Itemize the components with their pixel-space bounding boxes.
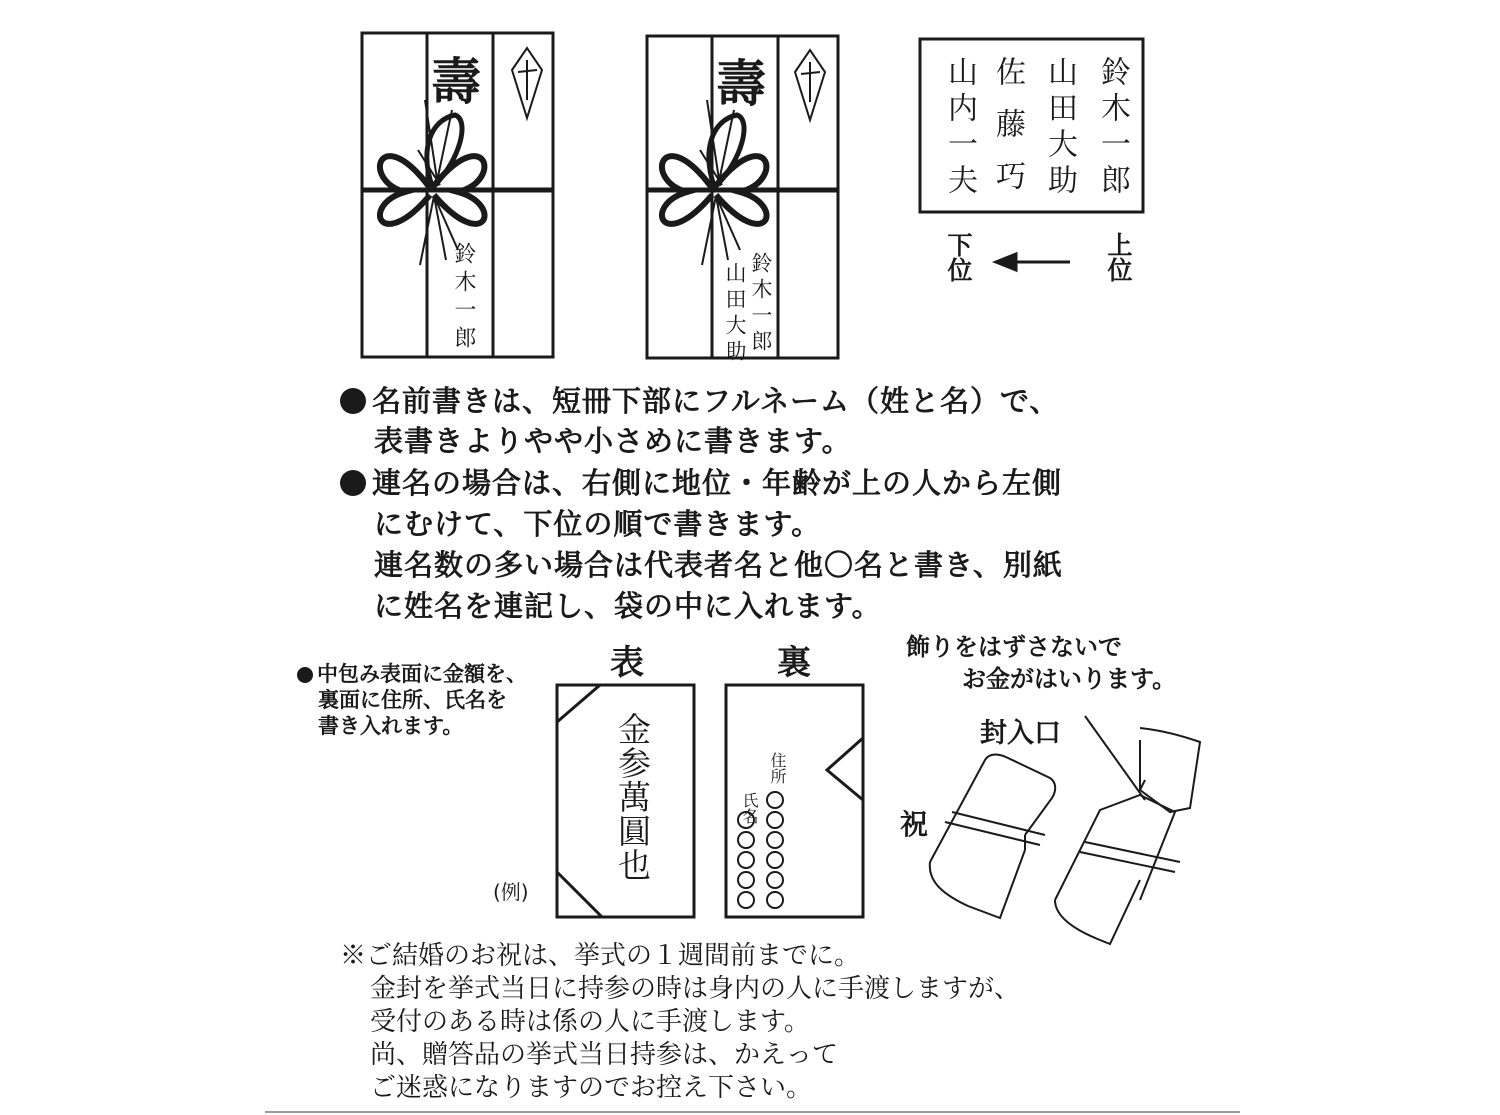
name-label: 氏名: [740, 792, 759, 824]
back-label: 裏: [777, 643, 811, 683]
instruction-1: 名前書きは、短冊下部にフルネーム（姓と名）で、: [340, 381, 1059, 421]
instruction-1-cont: 表書きよりやや小さめに書きます。: [374, 424, 852, 458]
order-name-3: 佐藤巧: [990, 56, 1025, 212]
bullet-icon: [297, 667, 313, 683]
inner-note: 中包み表面に金額を、 裏面に住所、氏名を 書き入れます。: [297, 661, 527, 739]
folded-envelope-left-drawing: [930, 755, 1055, 919]
instruction-2-cont-2: 連名数の多い場合は代表者名と他〇名と書き、別紙: [374, 548, 1063, 582]
bullet-icon: [340, 388, 366, 414]
envelope-single-title: 壽: [431, 52, 481, 111]
front-label: 表: [610, 643, 644, 683]
address-label: 住所: [768, 752, 787, 784]
address-circles: [767, 792, 783, 908]
insert-caption: 飾りをはずさないで お金がはいります。: [906, 633, 1177, 693]
envelope-joint-name-left: 山田大助: [723, 262, 747, 366]
instruction-2: 連名の場合は、右側に地位・年齢が上の人から左側: [340, 463, 1062, 503]
envelope-joint-title: 壽: [716, 54, 766, 113]
iwai-label: 祝: [900, 808, 929, 841]
footnote: ※ご結婚のお祝は、挙式の１週間前までに。 金封を挙式当日に持参の時は身内の人に手渡しますが、 受付のある時は係の人に手渡します。 尚、贈答品の挙式当日持参は、かえって ご迷惑になりますのでお控え下さい。: [340, 941, 1021, 1103]
upper-label: 上位: [1104, 232, 1133, 282]
order-name-4: 山内一夫: [942, 56, 977, 200]
name-circles: [738, 812, 754, 908]
envelope-single-name: 鈴木一郎: [451, 242, 476, 354]
lower-label: 下位: [944, 232, 973, 282]
opening-label: 封入口: [980, 718, 1061, 749]
folded-envelope-right-drawing: [1055, 716, 1200, 944]
order-name-2: 山田大助: [1042, 56, 1077, 200]
amount-text: 金参萬圓也: [613, 712, 652, 882]
bullet-icon: [340, 470, 366, 496]
envelope-joint-name-right: 鈴木一郎: [749, 252, 773, 356]
example-label: (例): [493, 880, 529, 904]
instruction-2-cont: にむけて、下位の順で書きます。: [374, 507, 822, 541]
order-name-1: 鈴木一郎: [1095, 56, 1130, 200]
instruction-2-cont-3: に姓名を連記し、袋の中に入れます。: [374, 589, 882, 623]
